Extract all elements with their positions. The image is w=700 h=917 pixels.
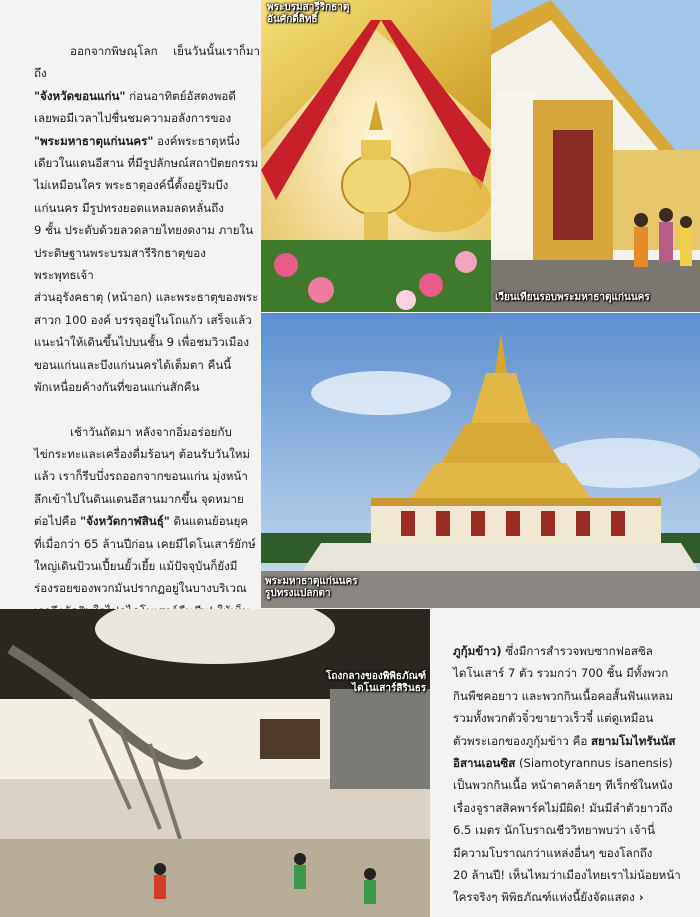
article-line: ส่วนอุรังคธาตุ (หน้าอก) และพระธาตุของพระ bbox=[34, 290, 259, 305]
article-line: ภูกุ้มข้าว) ซึ่งมีการสำรวจพบซากฟอสซิล bbox=[453, 644, 653, 658]
article-line: เลยพอมีเวลาไปชื่นชมความอลังการของ bbox=[34, 111, 232, 126]
article-line: รวมทั้งพวกตัวจิ๋วขายาวเร็วจี๋ แต่ดูเหมือน bbox=[453, 711, 654, 726]
article-line: กินพืชคอยาว และพวกกินเนื้อคอสั้นฟันแหลม bbox=[453, 688, 674, 703]
article-line: เป็นพวกกินเนื้อ หน้าตาคล้ายๆ ทีเร็กซ์ในหนัง bbox=[453, 778, 673, 793]
article-line: ใครจริงๆ พิพิธภัณฑ์แห่งนี้ยังจัดแสดง › bbox=[453, 890, 644, 905]
article-line: เช้าวันถัดมา หลังจากอิ่มอร่อยกับ bbox=[70, 424, 232, 439]
article-line: ลึกเข้าไปในดินแดนอีสานมากขึ้น จุดหมาย bbox=[34, 491, 244, 506]
continue-arrow-icon: › bbox=[634, 890, 644, 905]
right-article-column bbox=[453, 640, 688, 909]
relic-photo bbox=[261, 0, 491, 312]
article-line: ไม่เหมือนใคร พระธาตุองค์นี้ตั้งอยู่ริมบึง bbox=[34, 178, 229, 193]
article-line: ตัวพระเอกของภูกุ้มข้าว คือ สยามโมไทรันนัส bbox=[453, 733, 676, 748]
article-line: ที่เมื่อกว่า 65 ล้านปีก่อน เคยมีไดโนเสาร์ยักษ์ bbox=[34, 536, 256, 551]
left-article-column bbox=[34, 40, 260, 667]
relic-caption: พระบรมสารีริกธาตุ อันศักดิ์สิทธิ์ bbox=[267, 2, 350, 25]
article-line: ใหญ่เดินป้วนเปี้ยนยั้วเยี้ย แม้ปัจจุบันก็ยังมี bbox=[34, 558, 238, 573]
article-line: ออกจากพิษณุโลก เย็นวันนั้นเราก็มาถึง bbox=[34, 44, 260, 81]
pagoda-photo bbox=[261, 313, 700, 608]
article-line: สาวก 100 องค์ บรรจุอยู่ในโถแก้ว เสร็จแล้ว bbox=[34, 312, 252, 327]
article-line: ไดโนเสาร์ 7 ตัว รวมกว่า 700 ชิ้น มีทั้งพวก bbox=[453, 666, 669, 681]
article-line: ร่องรอยของพวกมันปรากฏอยู่ในบางบริเวณ bbox=[34, 581, 247, 596]
article-line: 6.5 เมตร นักโบราณชีววิทยาพบว่า เจ้านี่ bbox=[453, 823, 655, 838]
article-line: ประดิษฐานพระบรมสารีริกธาตุของพระพุทธเจ้า bbox=[34, 245, 206, 283]
pagoda-caption: พระมหาธาตุแก่นนคร รูปทรงแปลกตา bbox=[265, 576, 358, 599]
article-line: 20 ล้านปี! เห็นไหมว่าเมืองไทยเราไม่น้อยหน้า bbox=[453, 868, 681, 883]
article-line: เรื่องจูราสสิคพาร์คไม่มีผิด! มันมีลำตัวยาวถึง bbox=[453, 800, 673, 815]
article-line: มีความโบราณกว่าแหล่งอื่นๆ ของโลกถึง bbox=[453, 845, 653, 860]
article-line: ขอนแก่นและบึงแก่นนครได้เต็มตา คืนนี้ bbox=[34, 357, 232, 372]
article-line: ต่อไปคือ "จังหวัดกาฬสินธุ์" ดินแดนย้อนยุค bbox=[34, 514, 249, 529]
museum-caption: โถงกลางของพิพิธภัณฑ์ ไดโนเสาร์สิรินธร bbox=[326, 671, 427, 694]
article-line: อิสานเอนซิส (Siamotyrannus isanensis) bbox=[453, 756, 673, 771]
article-line: 9 ชั้น ประดับด้วยลวดลายไทยงดงาม ภายใน bbox=[34, 223, 254, 238]
article-line: เดียวในแดนอีสาน ที่มีรูปลักษณ์สถาปัตยกรรม bbox=[34, 156, 259, 171]
museum-photo bbox=[0, 609, 430, 917]
article-line: "จังหวัดขอนแก่น" ก่อนอาทิตย์อัสดงพอดี bbox=[34, 88, 236, 103]
article-line: แนะนำให้เดินขึ้นไปบนชั้น 9 เพื่อชมวิวเมือง bbox=[34, 335, 249, 350]
procession-caption: เวียนเทียนรอบพระมหาธาตุแก่นนคร bbox=[495, 292, 650, 303]
article-line: แก่นนคร มีรูปทรงยอดแหลมลดหลั่นถึง bbox=[34, 200, 224, 215]
article-line: พักเหนื่อยค้างกันที่ขอนแก่นสักคืน bbox=[34, 380, 200, 395]
article-line: "พระมหาธาตุแก่นนคร" องค์พระธาตุหนึ่ง bbox=[34, 133, 240, 148]
article-line: แล้ว เราก็รีบบึ่งรถออกจากขอนแก่น มุ่งหน้า bbox=[34, 469, 248, 484]
procession-photo bbox=[491, 0, 700, 312]
article-line: ไข่กระทะและเครื่องดื่มร้อนๆ ต้อนรับวันใหม่ bbox=[34, 446, 251, 461]
